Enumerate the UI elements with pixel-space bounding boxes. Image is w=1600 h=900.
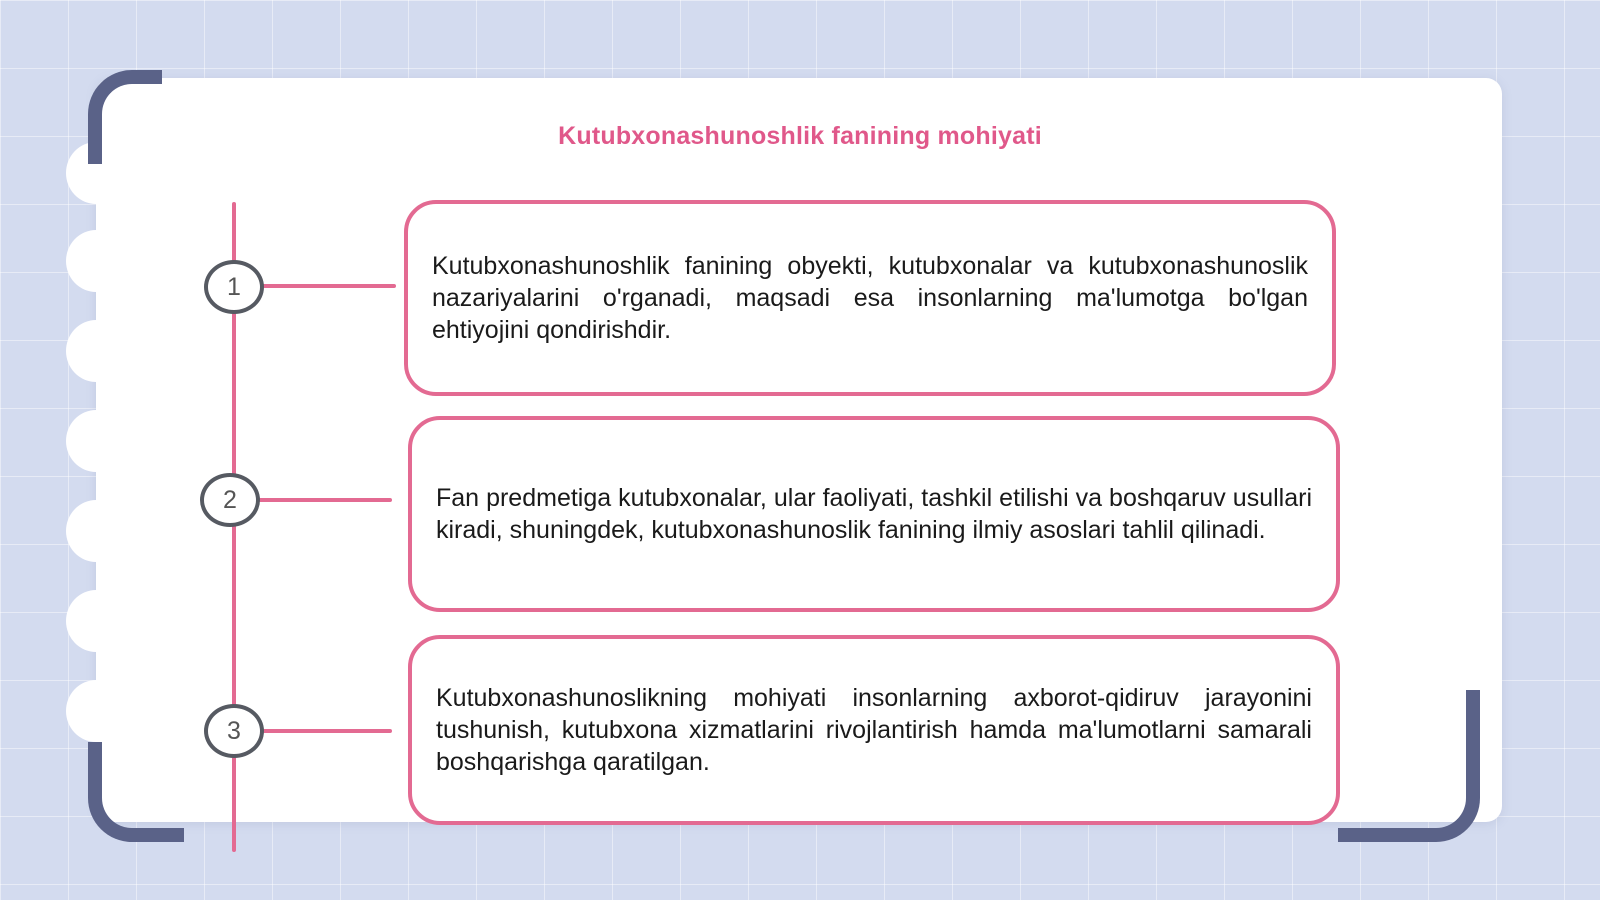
info-box-2 xyxy=(408,416,1340,612)
frame-corner-bottom-right xyxy=(1338,690,1480,842)
binder-notch xyxy=(66,320,126,382)
binder-notch xyxy=(66,500,126,562)
info-text-3: Kutubxonashunoslikning mohiyati insonlarning axborot-qidiruv jarayonini tushunish, kutubxona xizmatlarini rivojlantirish hamda ma'lumotlarni samarali boshqarishga qaratilgan. xyxy=(436,684,1312,776)
frame-corner-top-left xyxy=(88,70,162,164)
info-text-1: Kutubxonashunoshlik fanining obyekti, kutubxonalar va kutubxonashunoslik nazariyalarini o'rganadi, maqsadi esa insonlarning ma'lumotga bo'lgan ehtiyojini qondirishdir. xyxy=(432,252,1308,344)
binder-notch xyxy=(66,680,126,742)
step-number-1: 1 xyxy=(204,260,264,314)
connector-3 xyxy=(262,729,392,733)
info-text-2: Fan predmetiga kutubxonalar, ular faoliyati, tashkil etilishi va boshqaruv usullari kiradi, shuningdek, kutubxonashunoslik fanining ilmiy asoslari tahlil qilinadi. xyxy=(436,484,1312,544)
binder-notch xyxy=(66,590,126,652)
info-box-3 xyxy=(408,635,1340,825)
step-number-3: 3 xyxy=(204,704,264,758)
binder-notch xyxy=(66,410,126,472)
connector-1 xyxy=(262,284,396,288)
frame-corner-bottom-left xyxy=(88,742,184,842)
connector-2 xyxy=(258,498,392,502)
step-number-2: 2 xyxy=(200,473,260,527)
binder-notch xyxy=(66,230,126,292)
slide-title: Kutubxonashunoshlik fanining mohiyati xyxy=(558,122,1042,150)
info-box-1 xyxy=(404,200,1336,396)
